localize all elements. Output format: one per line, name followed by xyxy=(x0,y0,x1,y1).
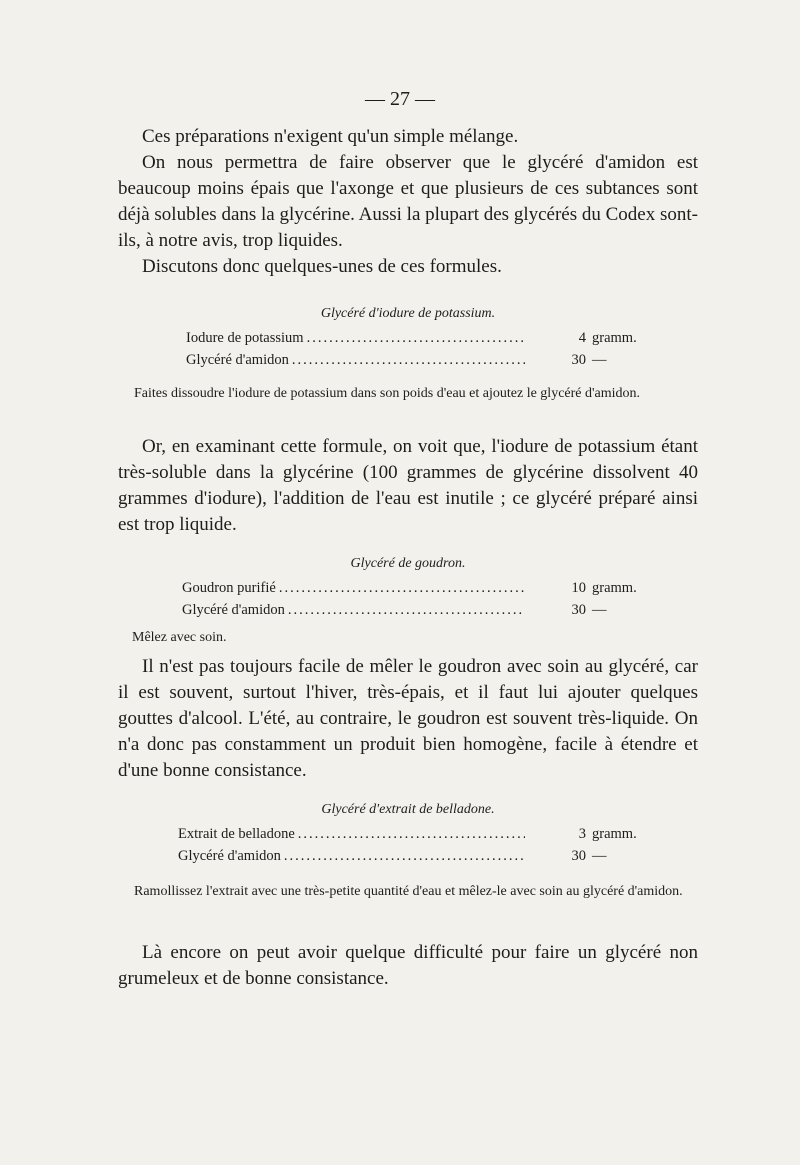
ingredient-unit: gramm. xyxy=(592,826,637,842)
recipe-title: Glycéré d'iodure de potassium. xyxy=(320,306,496,321)
paragraph-2: On nous permettra de faire observer que le glycéré d'amidon est beaucoup moins épais que l'axonge et que plusieurs de ces subtances sont déjà solubles dans la glycérine. Aussi la plupart des glycérés du Codex sont-ils, à notre avis, trop liquides. xyxy=(118,152,698,251)
ingredient-name: Extrait de belladone xyxy=(178,826,295,842)
recipe-row xyxy=(178,848,648,870)
ingredient-qty: 30 xyxy=(571,848,586,864)
paragraph-3: Discutons donc quelques-unes de ces formules. xyxy=(142,256,502,277)
ingredient-name: Glycéré d'amidon xyxy=(182,602,285,618)
ingredient-name: Goudron purifié xyxy=(182,580,276,596)
recipe-title: Glycéré d'extrait de belladone. xyxy=(321,802,495,817)
recipe-row xyxy=(186,330,648,352)
paragraph-1: Ces préparations n'exigent qu'un simple mélange. xyxy=(142,126,519,147)
recipe-row xyxy=(182,602,648,624)
ingredient-name: Glycéré d'amidon xyxy=(178,848,281,864)
ingredient-unit: — xyxy=(592,848,607,864)
paragraph-block-5 xyxy=(118,654,698,784)
ingredient-name: Iodure de potassium xyxy=(186,330,304,346)
ingredient-qty: 30 xyxy=(571,352,586,368)
page-number: — 27 — xyxy=(365,88,435,110)
ingredient-qty: 10 xyxy=(571,580,586,596)
leader-dots xyxy=(292,352,525,369)
leader-dots xyxy=(279,580,525,597)
paragraph-block-6 xyxy=(118,940,698,992)
ingredient-name: Glycéré d'amidon xyxy=(186,352,289,368)
paragraph-intro xyxy=(118,124,698,280)
recipe-goudron xyxy=(118,556,698,648)
ingredient-qty: 4 xyxy=(578,330,586,346)
ingredient-qty: 3 xyxy=(578,826,586,842)
leader-dots xyxy=(298,826,525,843)
leader-dots xyxy=(307,330,525,347)
ingredient-unit: gramm. xyxy=(592,580,637,596)
recipe-row xyxy=(178,826,648,848)
paragraph-4: Or, en examinant cette formule, on voit que, l'iodure de potassium étant très-soluble dans la glycérine (100 grammes de glycérine dissolvent 40 grammes d'iodure), l'addition de l'eau est inutile ; ce glycéré préparé ainsi est trop liquide. xyxy=(118,436,698,535)
ingredient-unit: — xyxy=(592,602,607,618)
paragraph-6: Là encore on peut avoir quelque difficulté pour faire un glycéré non grumeleux et de bonne consistance. xyxy=(118,942,698,989)
ingredient-unit: gramm. xyxy=(592,330,637,346)
leader-dots xyxy=(284,848,525,865)
recipe-iodure xyxy=(118,306,698,404)
recipe-title: Glycéré de goudron. xyxy=(350,556,466,571)
recipe-note: Ramollissez l'extrait avec une très-petite quantité d'eau et mêlez-le avec soin au glycéré d'amidon. xyxy=(134,884,683,899)
ingredient-qty: 30 xyxy=(571,602,586,618)
recipe-note: Faites dissoudre l'iodure de potassium dans son poids d'eau et ajoutez le glycéré d'amidon. xyxy=(134,386,641,401)
leader-dots xyxy=(288,602,525,619)
recipe-belladone xyxy=(118,802,698,902)
ingredient-unit: — xyxy=(592,352,607,368)
paragraph-block-4 xyxy=(118,434,698,538)
paragraph-5: Il n'est pas toujours facile de mêler le goudron avec soin au glycéré, car il est souvent, surtout l'hiver, très-épais, et il faut lui ajouter quelques gouttes d'alcool. L'été, au contraire, le goudron est souvent très-liquide. On n'a donc pas constamment un produit bien homogène, facile à étendre et d'une bonne consistance. xyxy=(118,656,698,781)
recipe-note: Mêlez avec soin. xyxy=(132,630,227,645)
recipe-row xyxy=(186,352,648,374)
recipe-row xyxy=(182,580,648,602)
